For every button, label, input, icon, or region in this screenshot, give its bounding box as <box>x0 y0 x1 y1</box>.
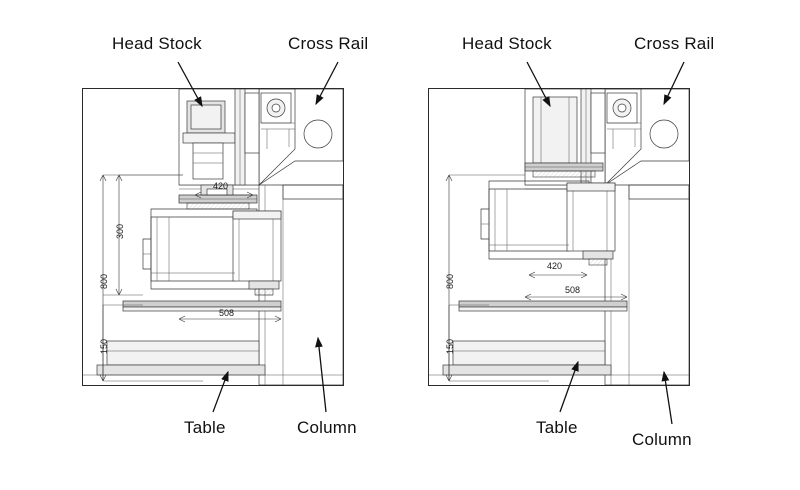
drawing-right <box>429 89 689 385</box>
dim-label-508-left: 508 <box>219 308 235 318</box>
label-table-right: Table <box>536 418 578 437</box>
dim-label-508-right: 508 <box>565 285 581 295</box>
drawing-panel-left <box>82 88 344 386</box>
dim-label-420-left: 420 <box>213 181 229 191</box>
dim-label-420-right: 420 <box>547 261 563 271</box>
dim-label-150-left: 150 <box>99 338 109 354</box>
label-head-stock-right: Head Stock <box>462 34 552 53</box>
label-column-left: Column <box>297 418 357 437</box>
dim-label-800-left: 800 <box>99 273 109 289</box>
dim-label-300-left: 300 <box>115 223 125 239</box>
dim-label-800-right: 800 <box>445 273 455 289</box>
drawing-panel-right <box>428 88 690 386</box>
label-column-right: Column <box>632 430 692 449</box>
label-cross-rail-left: Cross Rail <box>288 34 369 53</box>
dim-label-150-right: 150 <box>445 338 455 354</box>
label-cross-rail-right: Cross Rail <box>634 34 715 53</box>
label-table-left: Table <box>184 418 226 437</box>
label-head-stock-left: Head Stock <box>112 34 202 53</box>
